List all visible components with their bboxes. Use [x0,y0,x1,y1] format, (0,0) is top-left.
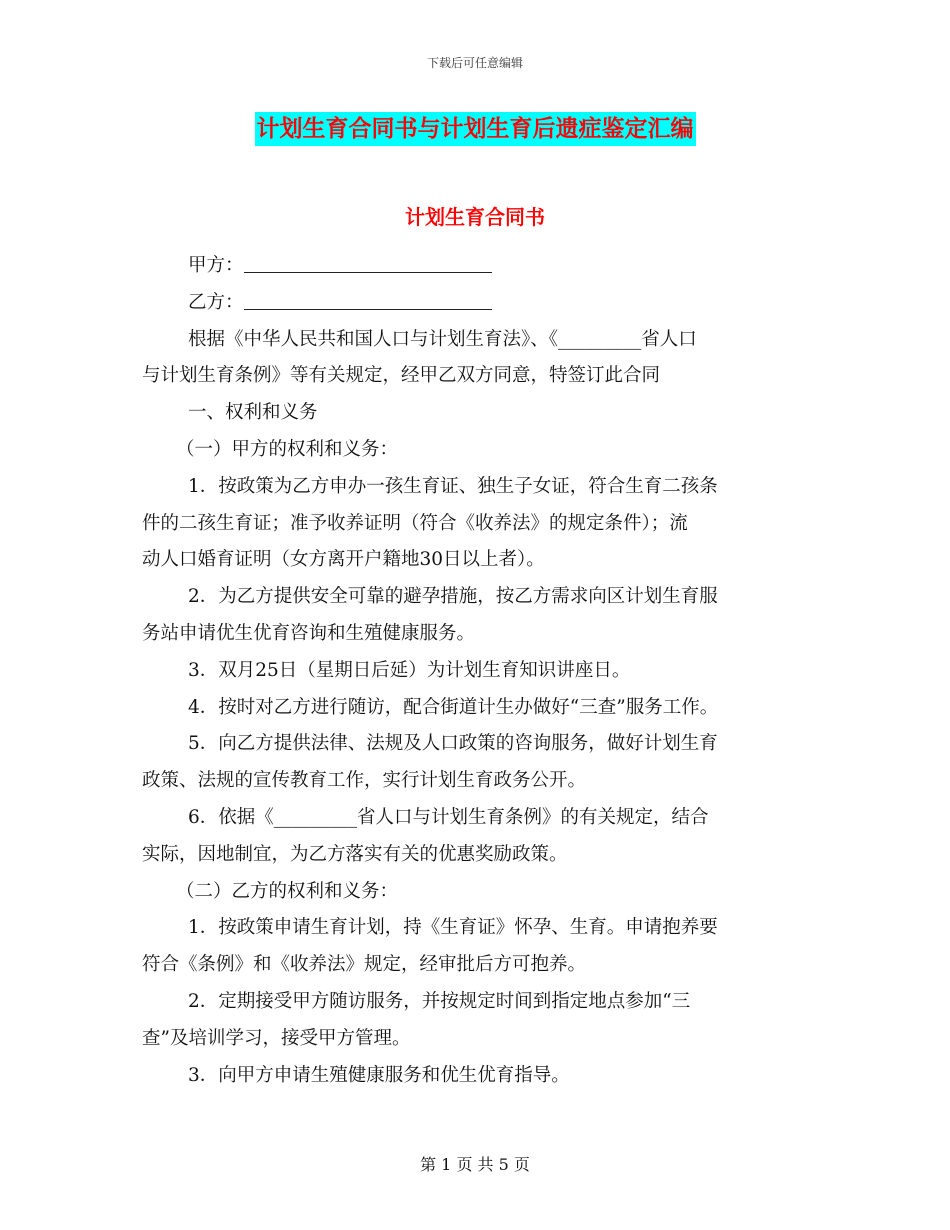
paragraph-line: 6．依据《_________省人口与计划生育条例》的有关规定，结合 [188,806,709,828]
paragraph-line: 件的二孩生育证；准予收养证明（符合《收养法》的规定条件）；流 [142,512,688,534]
paragraph-line: 5．向乙方提供法律、法规及人口政策的咨询服务，做好计划生育 [188,733,718,755]
main-title-wrap [0,112,950,146]
document-body [142,248,822,1094]
paragraph-line: 务站申请优生优育咨询和生殖健康服务。 [142,622,476,644]
party-a-line [142,248,822,285]
page-number: 第 1 页 共 5 页 [420,1155,530,1174]
paragraph-line: 1．按政策申请生育计划，持《生育证》怀孕、生育。申请抱养要 [188,917,718,939]
main-title: 计划生育合同书与计划生育后遗症鉴定汇编 [255,112,696,146]
section-heading: 一、权利和义务 [188,402,318,424]
paragraph-line: 实际，因地制宜，为乙方落实有关的优惠奖励政策。 [142,843,568,865]
party-a-blank [244,254,492,273]
paragraph-line: 根据《中华人民共和国人口与计划生育法》、《_________省人口 [188,328,697,350]
subsection-heading: （二）乙方的权利和义务： [176,880,399,902]
paragraph-line: 2．定期接受甲方随访服务，并按规定时间到指定地点参加“三 [188,990,691,1012]
paragraph-line: 政策、法规的宣传教育工作，实行计划生育政务公开。 [142,770,587,792]
party-b-blank [244,291,492,310]
paragraph-line: 2．为乙方提供安全可靠的避孕措施，按乙方需求向区计划生育服 [188,586,718,608]
paragraph-line: 3．双月25日（星期日后延）为计划生育知识讲座日。 [188,659,631,681]
party-b-line [142,285,822,322]
paragraph-line: 动人口婚育证明（女方离开户籍地30日以上者）。 [142,549,545,571]
paragraph-line: 与计划生育条例》等有关规定，经甲乙双方同意，特签订此合同 [142,365,661,387]
subsection-heading: （一）甲方的权利和义务： [176,438,399,460]
contract-title: 计划生育合同书 [405,205,545,229]
paragraph-line: 符合《条例》和《收养法》规定，经审批后方可抱养。 [142,954,587,976]
paragraph-line: 查”及培训学习，接受甲方管理。 [142,1027,411,1049]
paragraph-line: 3．向甲方申请生殖健康服务和优生优育指导。 [188,1064,570,1086]
header-note: 下载后可任意编辑 [426,56,523,70]
paragraph-line: 1．按政策为乙方申办一孩生育证、独生子女证，符合生育二孩条 [188,475,718,497]
paragraph-line: 4．按时对乙方进行随访，配合街道计生办做好“三查”服务工作。 [188,696,719,718]
party-a-label: 甲方： [188,255,244,276]
party-b-label: 乙方： [188,291,244,313]
